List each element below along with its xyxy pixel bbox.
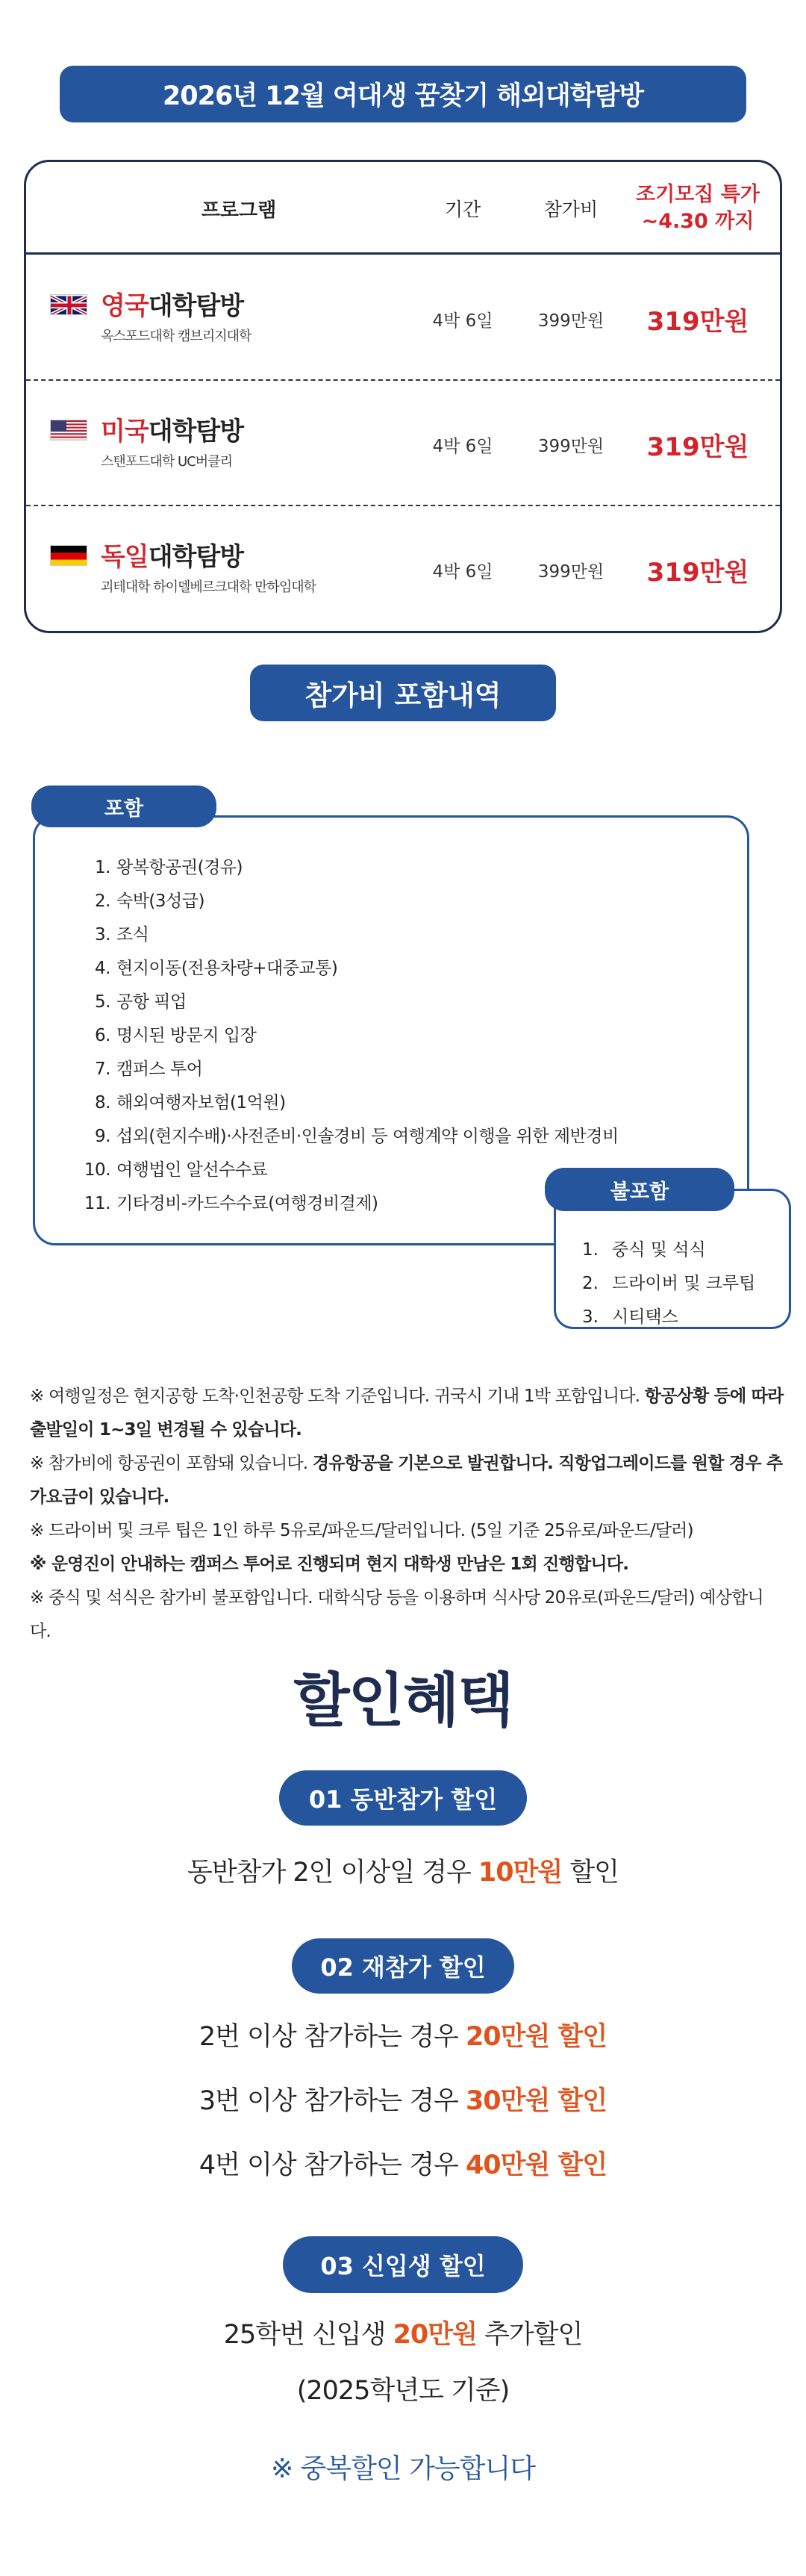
program-table [24, 160, 782, 633]
list-item: 4. 현지이동(전용차량+대중교통) [95, 959, 338, 978]
list-item: 11. 기타경비-카드수수료(여행경비결제) [84, 1194, 378, 1213]
program-name: 미국대학탐방 [101, 417, 244, 447]
germany-flag-icon [50, 545, 87, 566]
program-special-price: 319만원 [646, 557, 749, 588]
discount-repeat-label: 02 재참가 할인 [292, 1938, 514, 1994]
list-item: 8. 해외여행자보험(1억원) [95, 1093, 286, 1113]
program-special-price: 319만원 [646, 306, 749, 337]
note-item: ※ 참가비에 항공권이 포함돼 있습니다. 경유항공을 기본으로 발권합니다. 직항업그레이드를 원할 경우 추가요금이 있습니다. [30, 1454, 783, 1507]
note-item: ※ 드라이버 및 크루 팁은 1인 하루 5유로/파운드/달러입니다. (5일 기준 25유로/파운드/달러) [30, 1521, 693, 1540]
included-label: 포함 [31, 785, 216, 827]
note-item: ※ 중식 및 석식은 참가비 불포함입니다. 대학식당 등을 이용하며 식사당 20유로(파운드/달러) 예상합니다. [30, 1588, 763, 1641]
list-item: 2. 드라이버 및 크루팁 [582, 1274, 756, 1293]
discount-freshman-label: 03 신입생 할인 [283, 2236, 523, 2293]
program-fee: 399만원 [537, 561, 604, 582]
list-item: 10. 여행법인 알선수수료 [84, 1160, 268, 1180]
page-title: 2026년 12월 여대생 꿈찾기 해외대학탐방 [60, 66, 746, 122]
list-item: 1. 중식 및 석식 [582, 1240, 706, 1260]
discount-heading: 할인혜택 [293, 1667, 513, 1735]
program-duration: 4박 6일 [432, 436, 493, 456]
us-flag-icon [50, 420, 87, 441]
list-item: 7. 캠퍼스 투어 [95, 1060, 203, 1079]
list-item: 3. 조식 [95, 925, 149, 945]
table-row [26, 382, 780, 506]
program-universities: 옥스포드대학 캠브리지대학 [101, 329, 252, 344]
program-fee: 399만원 [537, 311, 604, 331]
discount-repeat-line: 3번 이상 참가하는 경우 30만원 할인 [199, 2086, 607, 2116]
list-item: 6. 명시된 방문지 입장 [95, 1026, 257, 1045]
list-item: 9. 섭외(현지수배)·사전준비·인솔경비 등 여행계약 이행을 위한 제반경비 [95, 1127, 619, 1146]
note-item: ※ 운영진이 안내하는 캠퍼스 투어로 진행되며 현지 대학생 만남은 1회 진행합니다. [30, 1555, 629, 1574]
discount-repeat-line: 4번 이상 참가하는 경우 40만원 할인 [199, 2150, 607, 2180]
program-name: 독일대학탐방 [101, 542, 244, 572]
list-item: 1. 왕복항공권(경유) [95, 858, 243, 877]
header-fee: 참가비 [543, 199, 599, 220]
included-list [67, 851, 619, 1221]
note-item: ※ 여행일정은 현지공항 도착·인천공항 도착 기준입니다. 귀국시 기내 1박 포함입니다. 항공상황 등에 따라 출발일이 1~3일 변경될 수 있습니다. [30, 1387, 784, 1440]
program-fee: 399만원 [537, 436, 604, 456]
discount-companion-text: 동반참가 2인 이상일 경우 10만원 할인 [187, 1858, 619, 1888]
program-duration: 4박 6일 [432, 311, 493, 331]
discount-companion-label: 01 동반참가 할인 [279, 1770, 527, 1826]
program-universities: 괴테대학 하이델베르크대학 만하임대학 [101, 579, 316, 595]
header-duration: 기간 [444, 199, 481, 220]
uk-flag-icon [50, 294, 87, 315]
table-header [26, 162, 780, 255]
header-program: 프로그램 [201, 199, 277, 222]
table-row [26, 257, 780, 381]
included-section-title: 참가비 포함내역 [250, 665, 556, 721]
discount-repeat-line: 2번 이상 참가하는 경우 20만원 할인 [199, 2022, 607, 2052]
excluded-list [582, 1233, 755, 1334]
program-duration: 4박 6일 [432, 561, 493, 582]
discount-freshman-text: 25학번 신입생 20만원 추가할인 [223, 2320, 583, 2350]
notes [30, 1380, 784, 1649]
program-special-price: 319만원 [646, 432, 749, 462]
list-item: 3. 시티택스 [582, 1307, 678, 1327]
header-special-price: 조기모집 특가 ~4.30 까지 [636, 183, 760, 233]
duplicate-discount-note: ※ 중복할인 가능합니다 [270, 2454, 536, 2484]
list-item: 5. 공항 픽업 [95, 992, 187, 1012]
program-universities: 스탠포드대학 UC버클리 [101, 454, 232, 470]
discount-freshman-basis: (2025학년도 기준) [296, 2376, 510, 2406]
list-item: 2. 숙박(3성급) [95, 892, 204, 911]
excluded-label: 불포함 [545, 1168, 734, 1211]
table-row [26, 508, 780, 632]
program-name: 영국대학탐방 [101, 291, 244, 321]
